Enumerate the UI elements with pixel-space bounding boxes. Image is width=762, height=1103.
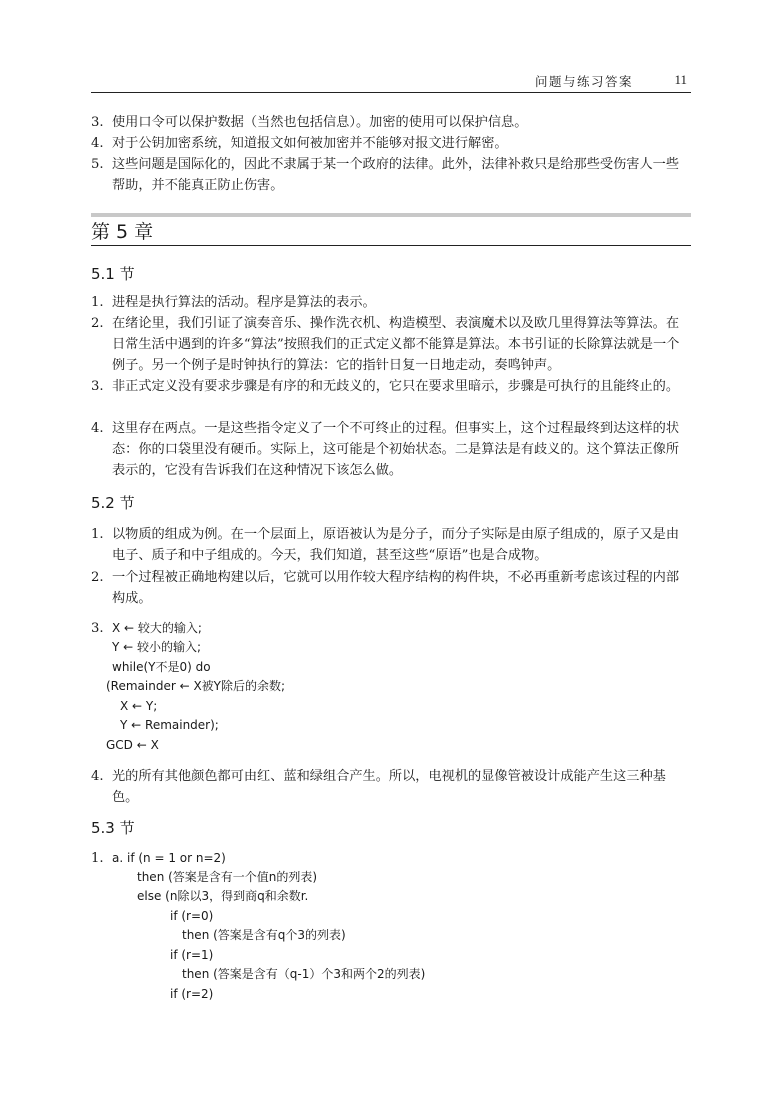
code-line: else (n除以3，得到商q和余数r. — [137, 889, 309, 903]
code-line: then (答案是含有一个值n的列表) — [137, 870, 318, 884]
code-line: GCD ← X — [106, 738, 159, 752]
page-number: 11 — [674, 72, 687, 87]
code-line: X ← 较大的输入; — [112, 621, 202, 635]
list-item: 2. 一个过程被正确地构建以后，它就可以用作较大程序结构的构件块，不必再重新考虑该过程的内部构成。 — [91, 570, 680, 606]
chapter-rule — [91, 213, 691, 217]
code-line: if (r=2) — [170, 987, 214, 1001]
code-line: if (r=1) — [170, 948, 214, 962]
code-line: while(Y不是0) do — [112, 660, 211, 674]
list-item: 3. 使用口令可以保护数据（当然也包括信息）。加密的使用可以保护信息。 — [91, 115, 528, 130]
chapter-title: 第 5 章 — [91, 219, 691, 246]
list-item: 1. 以物质的组成为例。在一个层面上，原语被认为是分子，而分子实际是由原子组成的，原子又是由电子、质子和中子组成的。今天，我们知道，甚至这些“原语”也是合成物。 — [91, 527, 680, 563]
list-item: 4. 对于公钥加密系统，知道报文如何被加密并不能够对报文进行解密。 — [91, 136, 508, 151]
code-line: if (r=0) — [170, 909, 214, 923]
list-item: 5. 这些问题是国际化的，因此不隶属于某一个政府的法律。此外，法律补救只是给那些受伤害人一些帮助，并不能真正防止伤害。 — [91, 157, 680, 193]
running-header — [91, 72, 691, 93]
code-line: then (答案是含有q个3的列表) — [182, 928, 346, 942]
code-line: X ← Y; — [120, 699, 158, 713]
code-line: Y ← Remainder); — [120, 718, 219, 732]
code-line: Y ← 较小的输入; — [112, 640, 202, 654]
list-item: 4. 这里存在两点。一是这些指令定义了一个不可终止的过程。但事实上，这个过程最终到达这样的状态：你的口袋里没有硬币。实际上，这可能是个初始状态。二是算法是有歧义的。这个算法正像所表示的，它没有告诉我们在这种情况下该怎么做。 — [91, 421, 680, 478]
section-title-5-1: 5.1 节 — [91, 265, 135, 283]
code-line: (Remainder ← X被Y除后的余数; — [106, 679, 286, 693]
section-title-5-3: 5.3 节 — [91, 819, 135, 837]
running-title: 问题与练习答案 — [534, 74, 633, 89]
list-item: 4. 光的所有其他颜色都可由红、蓝和绿组合产生。所以，电视机的显像管被设计成能产生这三种基色。 — [91, 769, 666, 805]
section-title-5-2: 5.2 节 — [91, 494, 135, 512]
code-line: then (答案是含有（q-1）个3和两个2的列表) — [182, 967, 426, 981]
list-item: 1. 进程是执行算法的活动。程序是算法的表示。 — [91, 295, 376, 310]
code-line: a. if (n = 1 or n=2) — [112, 851, 226, 865]
list-item: 3. 非正式定义没有要求步骤是有序的和无歧义的，它只在要求里暗示，步骤是可执行的且能终止的。 — [91, 379, 680, 394]
list-item: 2. 在绪论里，我们引证了演奏音乐、操作洗衣机、构造模型、表演魔术以及欧几里得算法等算法。在日常生活中遇到的许多“算法”按照我们的正式定义都不能算是算法。本书引证的长除算法就是一个例子。另一个例子是时钟执行的算法：它的指针日复一日地走动，奏鸣钟声。 — [91, 316, 680, 373]
